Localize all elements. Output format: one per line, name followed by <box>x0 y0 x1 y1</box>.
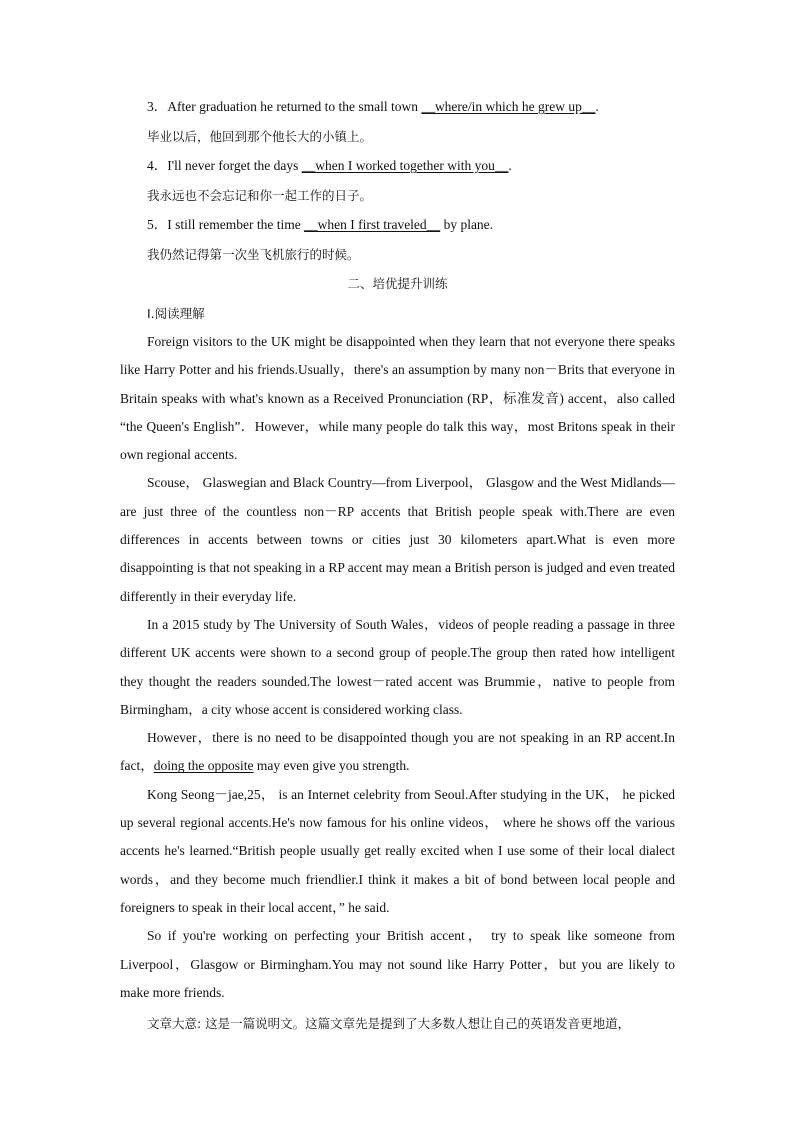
exercise-5-text: 5．I still remember the time <box>147 217 305 232</box>
section-heading: 二、培优提升训练 <box>347 276 448 291</box>
summary-line: 文章大意: 这是一篇说明文。这篇文章先是提到了大多数人想让自己的英语发音更地道， <box>147 1016 631 1032</box>
exercise-5-translation: 我仍然记得第一次坐飞机旅行的时候。 <box>147 246 360 262</box>
exercise-5-answer: __when I first traveled__ <box>304 217 441 232</box>
exercise-4-translation: 我永远也不会忘记和你一起工作的日子。 <box>147 187 373 203</box>
exercise-3-translation: 毕业以后，他回到那个他长大的小镇上。 <box>147 128 373 144</box>
exercise-5-end: by plane. <box>440 217 494 232</box>
passage-paragraph-6: So if you're working on perfecting your British accent， try to speak like someone from Liverpool，Glasgow or Birmingham.You may not sound like Harry Potter，but you are likely to make more friends. <box>120 928 675 1000</box>
underlined-phrase: doing the opposite <box>153 758 254 774</box>
exercise-3-end: . <box>595 99 599 114</box>
exercise-4-text: 4．I'll never forget the days <box>147 158 302 173</box>
exercise-4 <box>120 151 675 181</box>
passage-paragraph-1: Foreign visitors to the UK might be disappointed when they learn that not everyone there speaks like Harry Potter and his friends.Usually，there's an assumption by many non－Brits that everyone in Britain speaks with what's known as a Received Pronunciation (RP，标准发音) accent，also called “the Queen's English”．However，while many people do talk this way，most Britons speak in their own regional accents. <box>120 334 675 463</box>
passage-paragraph-2: Scouse， Glaswegian and Black Country—from Liverpool， Glasgow and the West Midlands—are just three of the countless non－RP accents that British people speak with.There are even differences in accents between towns or cities just 30 kilometers apart.What is even more disappointing is that not speaking in a RP accent may mean a British person is judged and even treated differently in their everyday life. <box>120 475 675 604</box>
exercise-3-text: 3．After graduation he returned to the small town <box>147 99 422 114</box>
paragraph-4-end: may even give you strength. <box>253 758 410 774</box>
document-page <box>120 92 675 1038</box>
passage-paragraph-4 <box>120 724 675 781</box>
paragraph-4-text: However，there is no need to be disappointed though you are not speaking in an RP accent.In fact， <box>120 730 675 774</box>
exercise-5 <box>120 210 675 240</box>
exercise-3 <box>120 92 675 122</box>
reading-heading: Ⅰ.阅读理解 <box>147 305 205 321</box>
exercise-3-answer: __where/in which he grew up__ <box>421 99 596 114</box>
exercise-4-answer: __when I worked together with you__ <box>301 158 509 173</box>
passage-paragraph-3: In a 2015 study by The University of South Wales，videos of people reading a passage in three different UK accents were shown to a second group of people.The group then rated how intelligent they thought the readers sounded.The lowest－rated accent was Brummie，native to people from Birmingham，a city whose accent is considered working class. <box>120 616 675 717</box>
passage-paragraph-5: Kong Seong－jae,25， is an Internet celebrity from Seoul.After studying in the UK， he picked up several regional accents.He's now famous for his online videos， where he shows off the various accents he's learned.“British people usually get really excited when I use some of their local dialect words，and they become much friendlier.I think it makes a bit of bond between local people and foreigners to speak in their local accent，” he said. <box>120 786 675 915</box>
reading-passage <box>120 328 675 1038</box>
exercise-4-end: . <box>508 158 512 173</box>
